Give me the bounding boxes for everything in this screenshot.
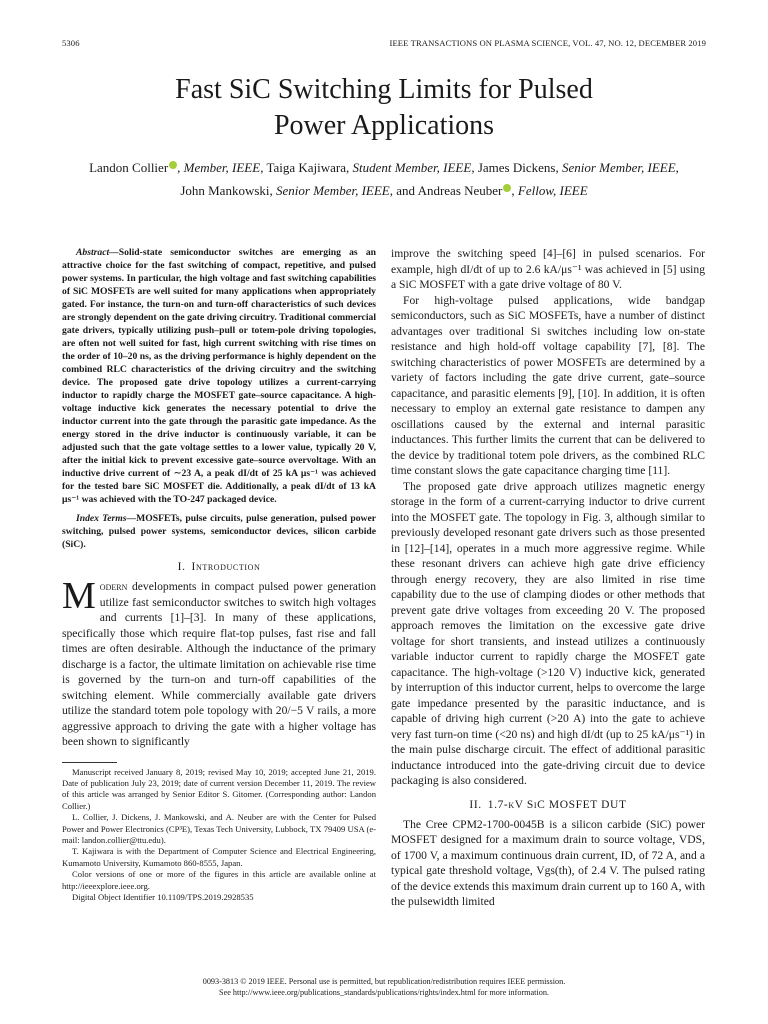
author-role: Member, IEEE [183, 160, 261, 175]
footnote-rule [62, 762, 117, 763]
index-terms-lead: Index Terms— [76, 513, 137, 524]
title-line-1: Fast SiC Switching Limits for Pulsed [175, 74, 593, 105]
abstract-text: Solid-state semiconductor switches are emerging as an attractive choice for the fast switching of compact, repetitive, and pulsed power systems. In particular, the high voltage and fast switching capabilities of SiC MOSFETs are well suited for many applications when appropriately gated. For instance, the turn-on and turn-off characteristics of such devices are strongly dependent on the gate driving circuitry. Traditional commercial gate drivers, typically utilizing push–pull or totem-pole driving topologies, are often not well suited for fast, high current switching with rise times on the order of 10–20 ns, as the driving performance is highly dependent on the combined RLC characteristics of the driving circuitry and the switching device. The proposed gate drive topology utilizes a current-carrying inductor to rapidly charge the MOSFET gate–source capacitance. A high-voltage inductive kick generates the necessary potential to drive the inductor current into the gate through the parasitic gate impedance. As the energy stored in the drive inductor is continuously variable, it can be adjusted such that the gate voltage settles to a lower value, typically 20 V, after the initial kick to prevent excessive gate–source overvoltage. With an inductive drive current of ∼23 A, a peak dI/dt of 25 kA μs⁻¹ was achieved for the tested bare SiC MOSFET die. Additionally, a peak dI/dt of 13 kA μs⁻¹ was achieved with the TO-247 packaged device. [62, 247, 376, 505]
copyright-line-1: 0093-3813 © 2019 IEEE. Personal use is permitted, but republication/redistribution requires IEEE permission. [202, 977, 566, 986]
author-role: Senior Member, IEEE [561, 160, 676, 175]
doi-footnote: Digital Object Identifier 10.1109/TPS.2019.2928535 [72, 891, 254, 902]
section-heading [391, 799, 705, 811]
author-name: Landon Collier [89, 160, 169, 175]
running-header [62, 38, 706, 52]
footnote: Color versions of one or more of the figures in this article are available online at http://ieeexplore.ieee.org. [62, 869, 376, 891]
author-line-1: Landon Collier , Member, IEEE, Taiga Kajiwara, Student Member, IEEE, James Dickens, Senior Member, IEEE, [89, 160, 679, 175]
intro-text: developments in compact pulsed power generation utilize fast semiconductor switches to switch high voltages and currents [1]–[3]. In many of these applications, specifically those which require flat-top pulses, fast rise and fall times are often desirable. Although the inductance of the primary discharge is a factor, the ultimate limitation on achievable rise time is governed by the turn-on and turn-off capabilities of the switching element. While commercially available gate drivers utilize the standard totem pole topology with 20/−5 V rails, a more aggressive approach to driving the gate with a higher voltage has been shown to significantly [62, 580, 376, 748]
left-column [62, 246, 376, 903]
author-role: Student Member, IEEE [352, 160, 472, 175]
drop-cap-rest: odern [99, 580, 128, 593]
section-numeral: I. [177, 561, 186, 573]
footnote: Manuscript received January 8, 2019; revised May 10, 2019; accepted June 21, 2019. Date of publication July 23, 2019; date of current version December 11, 2019. The review of this article was arranged by Senior Editor S. Gitomer. (Corresponding author: Landon Collier.) [62, 766, 376, 811]
author-name: Andreas Neuber [417, 183, 503, 198]
author-name: James Dickens [477, 160, 556, 175]
author-line-2: John Mankowski, Senior Member, IEEE, and Andreas Neuber , Fellow, IEEE [180, 183, 588, 198]
body-paragraph: improve the switching speed [4]–[6] in pulsed scenarios. For example, high dI/dt of up to 2.6 kA/μs⁻¹ was achieved in [5] using a SiC MOSFET with a gate drive voltage of 80 V. [391, 247, 705, 291]
orcid-icon[interactable] [169, 161, 177, 169]
index-terms-text: MOSFETs, pulse circuits, pulse generation, pulsed power switching, pulsed power systems, semiconductor devices, silicon carbide (SiC). [62, 513, 377, 550]
abstract-lead: Abstract— [76, 247, 119, 258]
copyright-line-2: See http://www.ieee.org/publications_standards/publications/rights/index.html for more information. [219, 988, 549, 997]
index-terms [62, 512, 376, 551]
author-name: John Mankowski [180, 183, 270, 198]
body-paragraph: The Cree CPM2-1700-0045B is a silicon carbide (SiC) power MOSFET designed for a maximum drain to source voltage, VDS, of 1700 V, a maximum continuous drain current, ID, of 72 A, and a typical gate threshold voltage, Vgs(th), of 2.4 V. The pulsed rating of the device extends this maximum drain current up to 160 A, with the pulsewidth limited [391, 817, 705, 908]
intro-paragraph [62, 575, 376, 750]
journal-header: IEEE TRANSACTIONS ON PLASMA SCIENCE, VOL. 47, NO. 12, DECEMBER 2019 [389, 38, 706, 48]
copyright-notice [60, 976, 708, 998]
author-name: Taiga Kajiwara [266, 160, 347, 175]
orcid-icon[interactable] [503, 184, 511, 192]
title-line-2: Power Applications [273, 110, 495, 141]
body-paragraph: For high-voltage pulsed applications, wide bandgap semiconductors, such as SiC MOSFETs, have a number of distinct advantages over traditional Si switches including low on-state resistance and high hold-off voltage capability [7], [8]. The switching characteristics of power MOSFETs are determined by a variety of factors including the gate drive current, gate–source capacitance, and parasitic elements [9], [10]. In addition, it is often necessary to employ an external gate resistance to dampen any oscillations caused by the external and internal parasitic inductances. This further limits the current that can be delivered to the device by traditional totem pole drivers, as the combined RLC time constant slows the gate capacitance charging time [11]. [391, 293, 705, 477]
author-conjunction: and [396, 183, 416, 198]
footnote: T. Kajiwara is with the Department of Computer Science and Electrical Engineering, Kumamoto University, Kumamoto 860-8555, Japan. [62, 846, 376, 868]
footnote: L. Collier, J. Dickens, J. Mankowski, and A. Neuber are with the Center for Pulsed Power and Power Electronics (CP³E), Texas Tech University, Lubbock, TX 79409 USA (e-mail: landon.collier@ttu.edu). [62, 812, 376, 845]
section-title: 1.7-kV SiC MOSFET DUT [487, 798, 627, 811]
right-column [391, 246, 705, 910]
paper-title [60, 72, 708, 144]
author-list [58, 156, 710, 202]
section-heading [62, 561, 376, 573]
section-numeral: II. [469, 798, 482, 811]
section-title: Introduction [191, 561, 261, 573]
author-role: Senior Member, IEEE [276, 183, 390, 198]
body-paragraph: The proposed gate drive approach utilizes magnetic energy storage in the form of a current-carrying inductor to drive current into the MOSFET gate. The topology in Fig. 3, although similar to previously developed resonant gate drivers such as those presented in [12]–[14], operates in a much more aggressive regime. While these resonant drivers can achieve high gate drive efficiency through energy recovery, they are also limited in rise time capability due to the use of clamping diodes or other methods that prevent gate drive voltages from exceeding 20 V. The proposed approach removes the limitation on the excessive gate drive voltage for short transients, and instead utilizes a continuously variable inductor current to rapidly charge the MOSFET gate capacitance. The high-voltage (>120 V) inductive kick, generated by interruption of this inductor current, helps to overcome the large gate impedance presented by the parasitic inductance, and is capable of driving high current (>20 A) into the gate to achieve very fast turn-on time (<20 ns) and high dI/dt (up to 25 kA/μs⁻¹) in the main pulse discharge circuit. The effect of additional parasitic inductance introduced into the gate-driving circuit due to device packaging is also considered. [391, 479, 705, 787]
author-role: Fellow, IEEE [517, 183, 588, 198]
drop-cap: M [62, 575, 96, 617]
abstract [62, 246, 376, 506]
page-number: 5306 [62, 38, 80, 48]
